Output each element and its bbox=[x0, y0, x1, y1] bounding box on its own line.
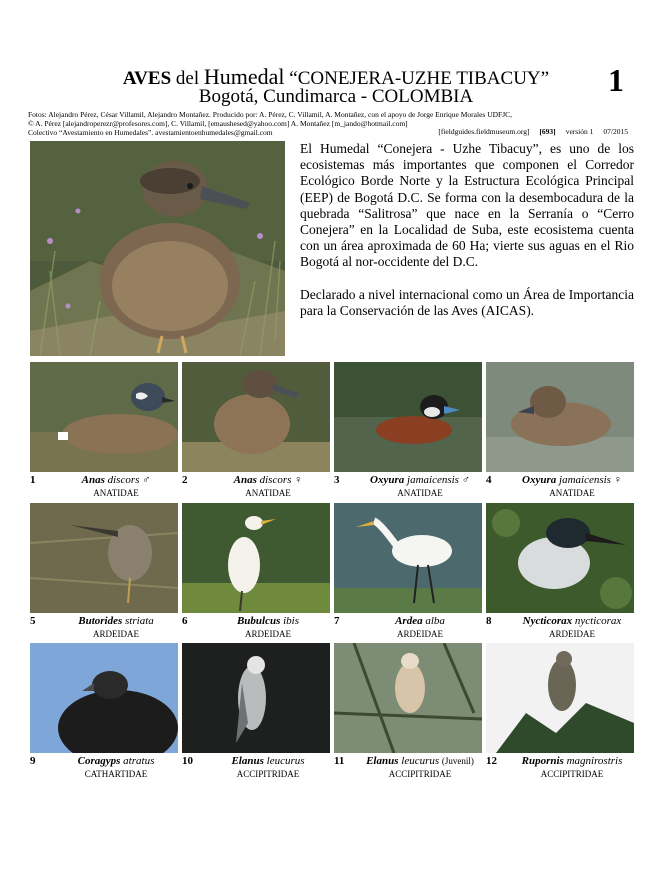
family: CATHARTIDAE bbox=[84, 769, 148, 779]
title-name: “CONEJERA-UZHE TIBACUY” bbox=[284, 68, 550, 89]
species-number: 3 bbox=[334, 474, 340, 486]
photo-anas-discors-female bbox=[182, 362, 330, 472]
epithet: discors bbox=[107, 474, 140, 486]
sex-symbol: ♀ bbox=[613, 474, 622, 486]
credits-line-1: Fotos: Alejandro Pérez, César Villamil, Alejandro Montañez. Producido por: A. Pérez, C. Villamil, A. Montañez, con el apoyo de Jorge Enrique Morales UDFJC, bbox=[28, 110, 513, 119]
species-number: 8 bbox=[486, 615, 492, 627]
photo-oxyura-jamaicensis-female bbox=[486, 362, 634, 472]
guide-code: [693] bbox=[539, 127, 556, 136]
genus: Rupornis bbox=[521, 755, 564, 767]
species-name bbox=[354, 615, 486, 627]
family: ACCIPITRIDAE bbox=[540, 769, 604, 779]
species-name bbox=[506, 474, 638, 486]
species-number: 4 bbox=[486, 474, 492, 486]
photo-elanus-leucurus-juvenile bbox=[334, 643, 482, 753]
credits-line-3: Colectivo “Avestamiento en Humedales”. avestamientoenhumedales@gmail.com bbox=[28, 128, 273, 137]
species-name bbox=[354, 755, 486, 767]
version: versión 1 bbox=[565, 127, 594, 136]
photo-anas-discors-male bbox=[30, 362, 178, 472]
species-name bbox=[202, 474, 334, 486]
photo-bubulcus-ibis bbox=[182, 503, 330, 613]
photo-oxyura-jamaicensis-male bbox=[334, 362, 482, 472]
photo-ardea-alba bbox=[334, 503, 482, 613]
epithet: jamaicensis bbox=[559, 474, 611, 486]
description-paragraph-1: El Humedal “Conejera - Uzhe Tibacuy”, es uno de los ecosistemas más importantes que componen el Corredor Ecológico Borde Norte y la Estructura Ecológica Principal (EEP) de Bogotá D.C. Se forma con la desembocadura de la quebrada “Salitrosa” que nace en la Serranía o “Cerro Conejera” en la Localidad de Suba, este ecosistema cuenta con un área aproximada de 60 Ha; vierte sus aguas en el Rio Bogotá al nor-occidente del D.C. bbox=[300, 141, 634, 270]
genus: Anas bbox=[233, 474, 257, 486]
genus: Oxyura bbox=[522, 474, 557, 486]
epithet: magnirostris bbox=[566, 755, 623, 767]
genus: Butorides bbox=[78, 615, 123, 627]
species-name bbox=[50, 755, 182, 767]
epithet: leucurus bbox=[266, 755, 305, 767]
photo-butorides-striata bbox=[30, 503, 178, 613]
family: ANATIDAE bbox=[245, 488, 291, 498]
description bbox=[300, 141, 634, 319]
epithet: atratus bbox=[123, 755, 155, 767]
sex-symbol: ♂ bbox=[461, 474, 470, 486]
sex-symbol: ♂ bbox=[142, 474, 151, 486]
species-number: 6 bbox=[182, 615, 188, 627]
site-ref: [fieldguides.fieldmuseum.org] bbox=[438, 127, 530, 136]
family: ARDEIDAE bbox=[245, 629, 291, 639]
sex-symbol: ♀ bbox=[294, 474, 303, 486]
epithet: nycticorax bbox=[574, 615, 622, 627]
page-number: 1 bbox=[608, 62, 624, 98]
epithet: ibis bbox=[283, 615, 300, 627]
genus: Anas bbox=[81, 474, 105, 486]
species-name bbox=[202, 615, 334, 627]
genus: Bubulcus bbox=[236, 615, 281, 627]
species-number: 11 bbox=[334, 755, 345, 767]
species-number: 2 bbox=[182, 474, 188, 486]
species-number: 10 bbox=[182, 755, 193, 767]
family: ARDEIDAE bbox=[397, 629, 443, 639]
family: ANATIDAE bbox=[93, 488, 139, 498]
description-paragraph-2: Declarado a nivel internacional como un Área de Importancia para la Conservación de las Aves (AICAS). bbox=[300, 286, 634, 318]
species-name bbox=[202, 755, 334, 767]
family: ACCIPITRIDAE bbox=[236, 769, 300, 779]
juvenile-note: (Juvenil) bbox=[441, 756, 474, 766]
photo-nycticorax-nycticorax bbox=[486, 503, 634, 613]
title-bold: AVES bbox=[122, 68, 172, 89]
epithet: striata bbox=[125, 615, 154, 627]
guide-meta bbox=[428, 127, 628, 136]
epithet: jamaicensis bbox=[407, 474, 459, 486]
genus: Coragyps bbox=[77, 755, 121, 767]
family: ANATIDAE bbox=[549, 488, 595, 498]
page-subtitle: Bogotá, Cundimarca - COLOMBIA bbox=[198, 86, 474, 107]
genus: Elanus bbox=[231, 755, 264, 767]
epithet: discors bbox=[259, 474, 292, 486]
family: ARDEIDAE bbox=[549, 629, 595, 639]
genus: Oxyura bbox=[370, 474, 405, 486]
epithet: alba bbox=[425, 615, 445, 627]
family: ANATIDAE bbox=[397, 488, 443, 498]
species-number: 1 bbox=[30, 474, 36, 486]
photo-elanus-leucurus bbox=[182, 643, 330, 753]
species-number: 7 bbox=[334, 615, 340, 627]
species-name bbox=[506, 615, 638, 627]
credits-line-2: © A. Pérez [alejandroperezr@profesores.com], C. Villamil, [emaushesed@yahoo.com] A. Montañez [m_jando@hotmail.com] bbox=[28, 119, 408, 128]
title-del: del bbox=[171, 68, 204, 89]
species-name bbox=[50, 615, 182, 627]
genus: Elanus bbox=[366, 755, 399, 767]
family: ACCIPITRIDAE bbox=[388, 769, 452, 779]
genus: Nycticorax bbox=[522, 615, 573, 627]
genus: Ardea bbox=[395, 615, 423, 627]
species-number: 9 bbox=[30, 755, 36, 767]
species-name bbox=[506, 755, 638, 767]
photo-coragyps-atratus bbox=[30, 643, 178, 753]
date: 07/2015 bbox=[603, 127, 628, 136]
photo-rupornis-magnirostris bbox=[486, 643, 634, 753]
species-name bbox=[354, 474, 486, 486]
title-humedal: Humedal bbox=[203, 64, 285, 89]
species-number: 5 bbox=[30, 615, 36, 627]
species-number: 12 bbox=[486, 755, 497, 767]
family: ARDEIDAE bbox=[93, 629, 139, 639]
species-name bbox=[50, 474, 182, 486]
epithet: leucurus bbox=[401, 755, 440, 767]
hero-photo-duck bbox=[30, 141, 285, 356]
